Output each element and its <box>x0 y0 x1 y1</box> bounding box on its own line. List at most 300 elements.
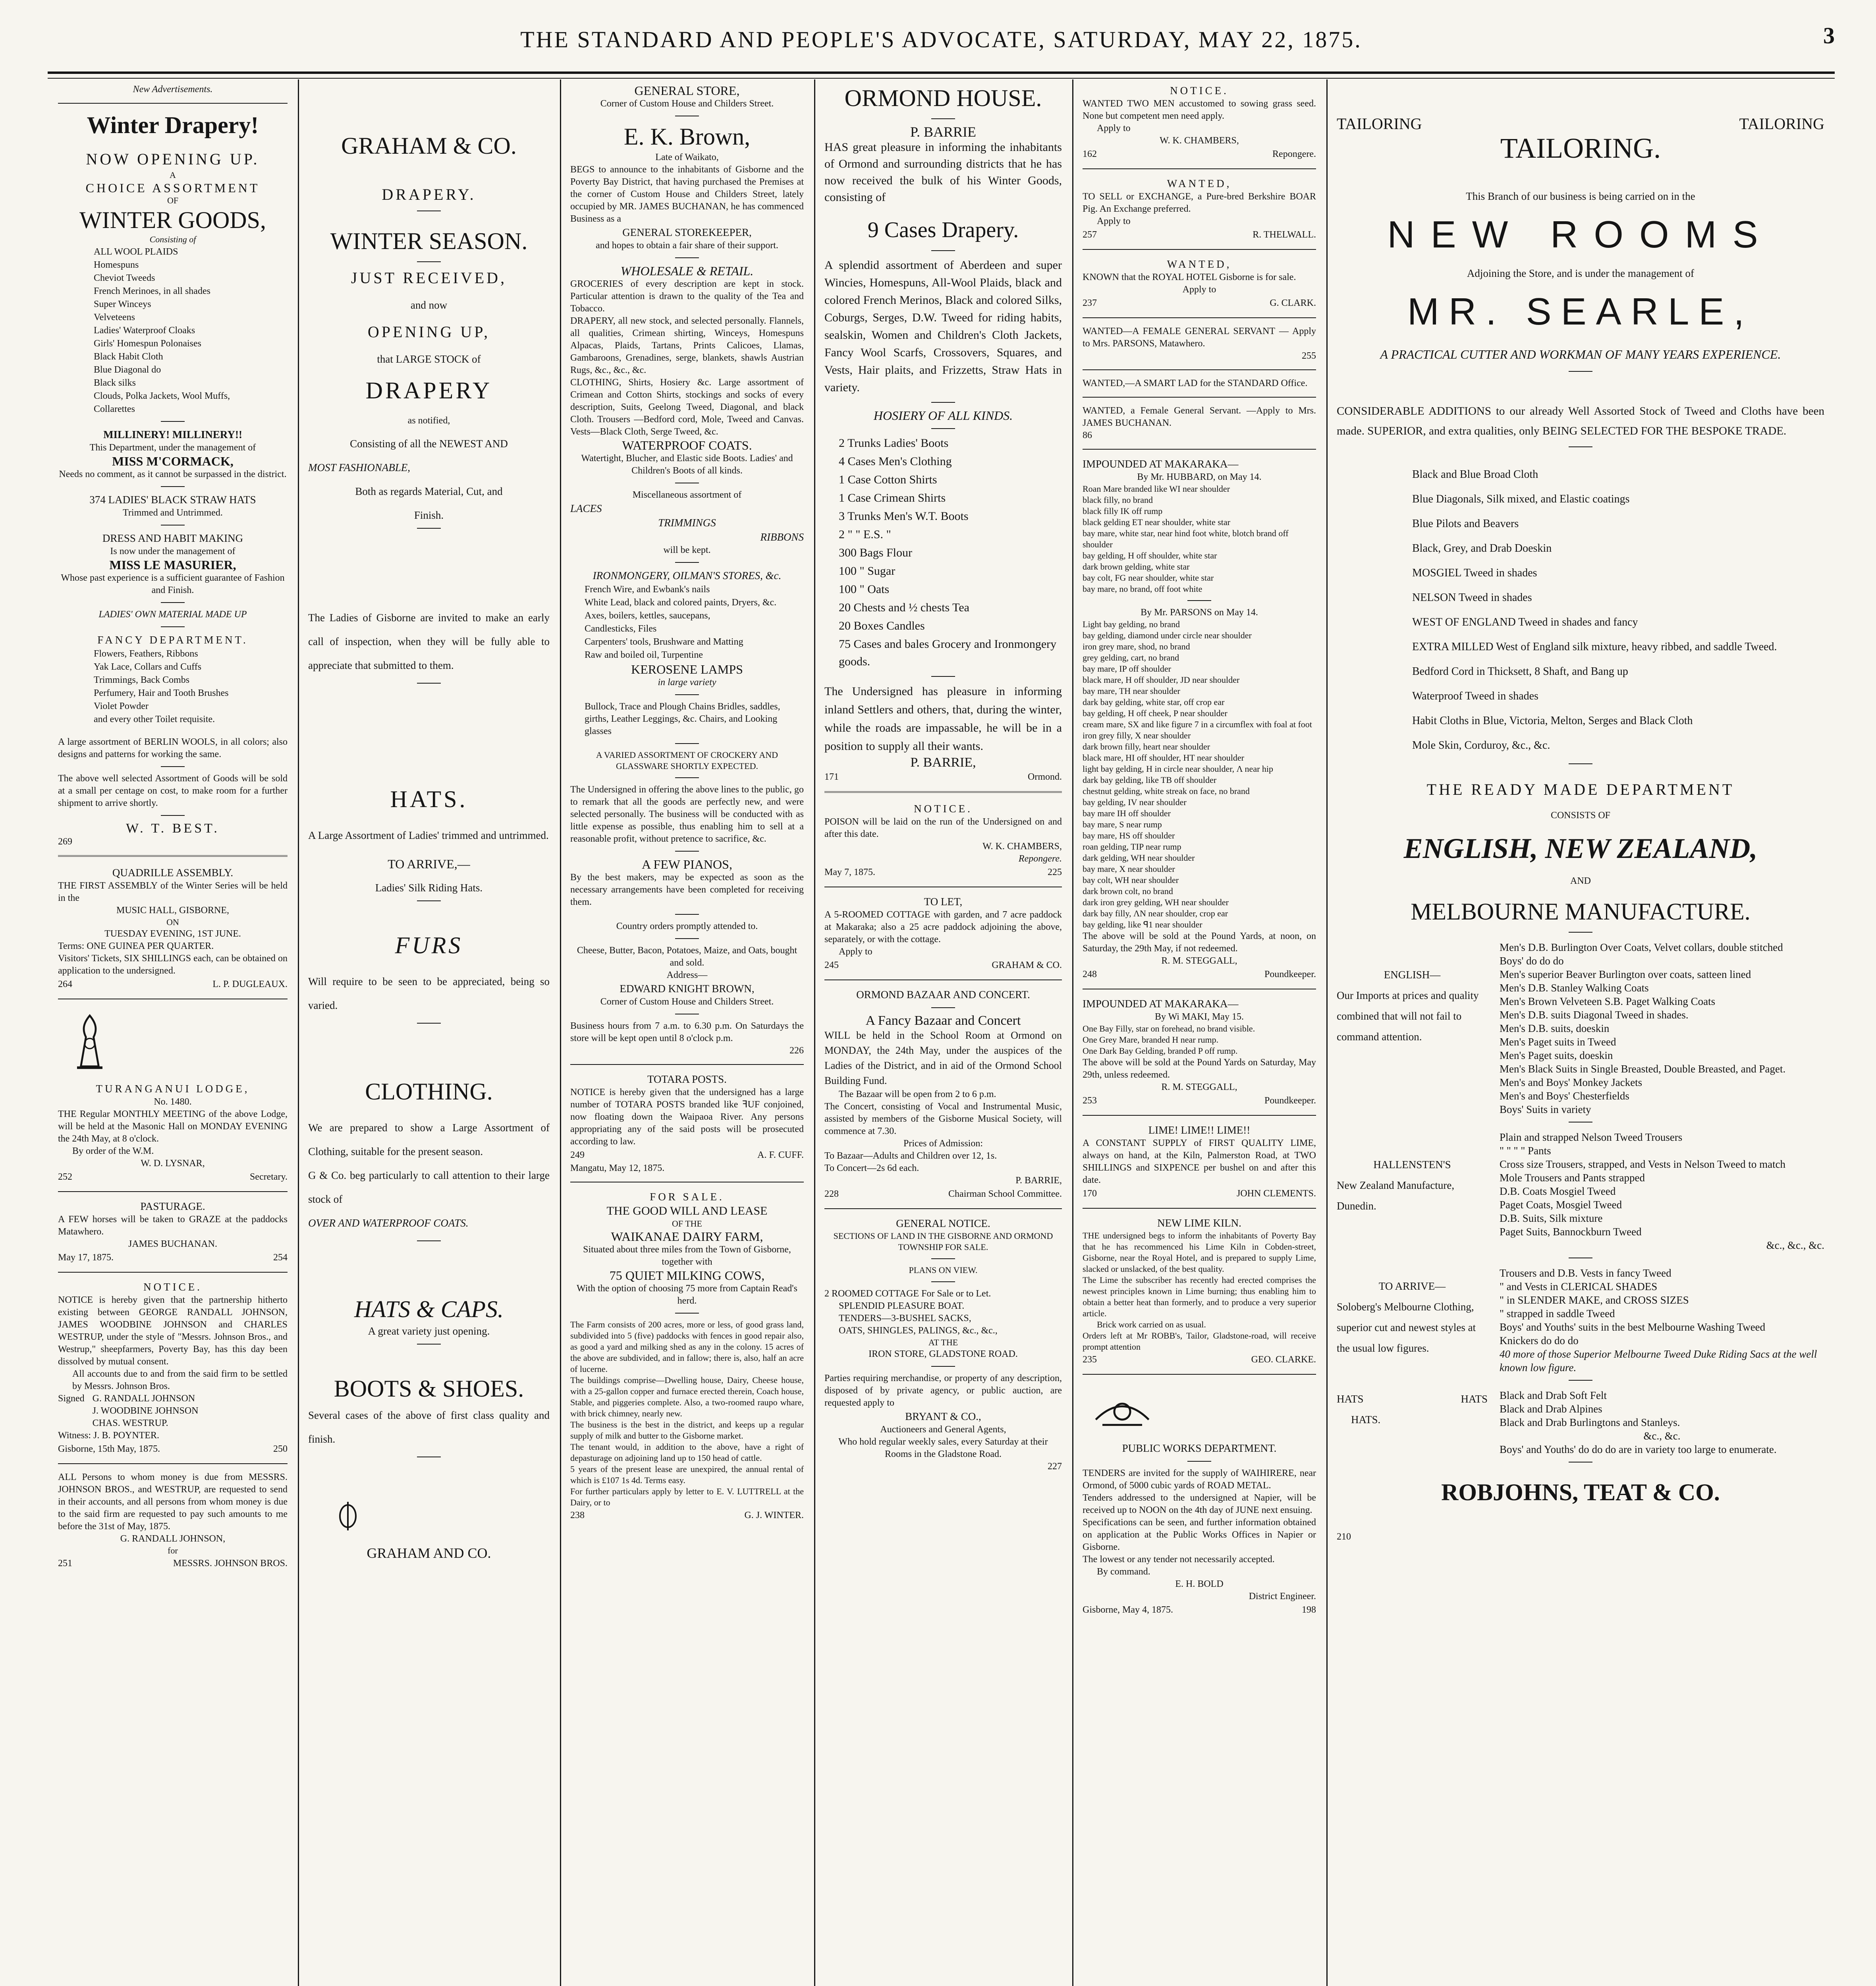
signatory: CHAS. WESTRUP. <box>92 1418 168 1428</box>
list-item: iron grey filly, X near shoulder <box>1083 730 1191 740</box>
signature-row <box>58 1250 288 1265</box>
list-item: French Wire, and Ewbank's nails <box>585 584 710 595</box>
furs-text: Will require to be seen to be appreciated, being so varied. <box>308 976 550 1011</box>
fancy-list <box>58 648 288 726</box>
chair-label: Chairman School Committee. <box>948 1189 1062 1199</box>
brick-text: Brick work carried on as usual. <box>1097 1319 1206 1329</box>
signature-row <box>824 1187 1062 1201</box>
graham-signature: GRAHAM AND CO. <box>367 1545 491 1561</box>
to-bazaar: To Bazaar—Adults and Children over 12, 1s. <box>824 1151 997 1161</box>
ad-number: 250 <box>273 1444 288 1454</box>
list-item: 300 Bags Flour <box>839 546 913 559</box>
list-item: 2 " " E.S. " <box>839 528 891 541</box>
list-item: and every other Toilet requisite. <box>94 714 215 724</box>
list-item: " and Vests in CLERICAL SHADES <box>1500 1281 1658 1292</box>
hats-heading: HATS. <box>390 786 468 812</box>
opening-up: OPENING UP, <box>367 323 490 341</box>
list-item: 20 Boxes Candles <box>839 619 925 632</box>
lodge-text: THE Regular MONTHLY MEETING of the above Lodge, will be held at the Masonic Hall on MONDAY EVENING the 24th May, at 8 o'clock. <box>58 1109 288 1144</box>
adjoining-text: Adjoining the Store, and is under the management of <box>1467 267 1695 279</box>
farm-text: The Farm consists of 200 acres, more or less, of good grass land, subdivided into 5 (five) paddocks with fences in good repair also, as good a yard and milking shed as any in the colony. 15 acres of the above are subdivided, and in fallow; there is, also, half an acre of lucerne. <box>570 1319 804 1374</box>
lime-heading: LIME! LIME!! LIME!! <box>1148 1124 1251 1136</box>
ladies-text: The Ladies of Gisborne are invited to make an early call of inspection, when they will be fully able to appreciate that submitted to them. <box>308 612 550 671</box>
searle-name: MR. SEARLE, <box>1407 290 1754 333</box>
list-item: Black and Drab Soft Felt <box>1500 1389 1607 1401</box>
list-item: Yak Lace, Collars and Cuffs <box>94 662 202 672</box>
list-item: dark bay gelding, like TB off shoulder <box>1083 775 1217 785</box>
column-5 <box>1072 83 1326 1986</box>
list-item: &c., &c., &c. <box>1766 1239 1824 1251</box>
list-item: Knickers do do do <box>1500 1335 1579 1347</box>
ad-number: 171 <box>824 772 839 782</box>
lime-text: A CONSTANT SUPPLY of FIRST QUALITY LIME, always on hand, at the Kiln, Palmerston Road, at TWO SHILLINGS and SIXPENCE per bushel on and after this date. <box>1083 1138 1316 1185</box>
pwd-heading: PUBLIC WORKS DEPARTMENT. <box>1122 1442 1277 1454</box>
misc-label: Miscellaneous assortment of <box>632 490 742 500</box>
graham-signature: GRAHAM & CO. <box>992 960 1062 970</box>
list-item: Trousers and D.B. Vests in fancy Tweed <box>1500 1267 1671 1279</box>
branch-text: This Branch of our business is being carried on in the <box>1466 190 1695 202</box>
drapery-text: DRAPERY, all new stock, and selected personally. Flannels, all qualities, Crimean shirting, Winceys, Homespuns Alpacas, Plaids, Tartans, Prints Calicoes, Llamas, Gambaroons, Grenadines, serge, blankets, shawls Austrian Rugs, &c., &c., &c. <box>570 316 804 375</box>
list-item: Axes, boilers, kettles, saucepans, <box>585 610 710 621</box>
brown-title: E. K. Brown, <box>623 124 751 150</box>
engineer-label: District Engineer. <box>1249 1591 1316 1602</box>
signature-row <box>1083 1186 1316 1201</box>
pianos-text: By the best makers, may be expected as soon as the necessary arrangements have been completed for receiving them. <box>570 872 804 907</box>
list-item: Blue Pilots and Beavers <box>1412 518 1519 530</box>
kerosene: KEROSENE LAMPS <box>631 662 743 676</box>
list-item: " " " " Pants <box>1500 1145 1551 1157</box>
hallenstein-label: HALLENSTEN'S <box>1373 1159 1451 1171</box>
english-list <box>1500 941 1824 1116</box>
list-item: bay gelding, like ꟼ1 near shoulder <box>1083 920 1202 929</box>
finish-text: Finish. <box>414 509 444 521</box>
signed-block <box>58 1393 288 1430</box>
ad-number: 237 <box>1083 298 1097 308</box>
fashionable: MOST FASHIONABLE, <box>308 462 411 473</box>
above-text: The above well selected Assortment of Goods will be sold at a small per centage on cost, to make room for a further shipment to arrive shortly. <box>58 773 288 808</box>
all-persons-text: ALL Persons to whom money is due from MESSRS. JOHNSON BROS., and WESTRUP, are requested to send in their accounts, and all persons from whom money is due to the said firm are requested to pay such amounts to me before the 31st of May, 1875. <box>58 1472 288 1532</box>
lysnar-name: W. D. LYSNAR, <box>141 1158 205 1169</box>
barrie-name: P. BARRIE <box>910 124 977 140</box>
signatory: J. WOODBINE JOHNSON <box>92 1406 199 1416</box>
kiln-text: THE undersigned begs to inform the inhabitants of Poverty Bay that he has recommenced his Lime Kiln in Cobden-street, Gisborne, near the Royal Hotel, and is prepared to supply Lime, slacked or unslacked, of the best quality. <box>1083 1231 1316 1274</box>
ad-number: 253 <box>1083 1095 1097 1106</box>
new-ads-header: New Advertisements. <box>133 84 213 95</box>
list-item: Blue Diagonals, Silk mixed, and Elastic coatings <box>1412 493 1630 505</box>
list-item: " in SLENDER MAKE, and CROSS SIZES <box>1500 1294 1689 1306</box>
list-item: Men's D.B. suits, doeskin <box>1500 1022 1610 1034</box>
sold-text: The above will be sold at the Pound Yards, at noon, on Saturday, the 29th May, if not redeemed. <box>1083 931 1316 954</box>
thelwall-signature: R. THELWALL. <box>1253 230 1316 240</box>
buchanan-text: WANTED, a Female General Servant. —Apply to Mrs. JAMES BUCHANAN. <box>1083 406 1316 428</box>
hotel-text: KNOWN that the ROYAL HOTEL Gisborne is for sale. <box>1083 272 1296 282</box>
list-item: Waterproof Tweed in shades <box>1412 690 1538 702</box>
millinery-heading: MILLINERY! MILLINERY!! <box>103 429 242 440</box>
straw-sub: Trimmed and Untrimmed. <box>123 508 223 518</box>
english-section <box>1337 941 1824 1116</box>
hosiery-heading: HOSIERY OF ALL KINDS. <box>873 408 1013 423</box>
poundkeeper: Poundkeeper. <box>1264 969 1316 979</box>
list-item: Black and Drab Burlingtons and Stanleys. <box>1500 1416 1680 1428</box>
signatory: G. RANDALL JOHNSON <box>92 1393 195 1404</box>
address-label: Address— <box>666 970 708 980</box>
apply-to: Apply to <box>1097 123 1131 133</box>
list-item: Black and Blue Broad Cloth <box>1412 468 1538 481</box>
ad-number: 170 <box>1083 1188 1097 1199</box>
notice-heading: NOTICE. <box>143 1281 202 1293</box>
hubbard-label: By Mr. HUBBARD, on May 14. <box>1137 472 1262 482</box>
list-item: bay gelding, IV near shoulder <box>1083 797 1187 807</box>
date: May 7, 1875. <box>824 867 875 877</box>
to-let-text: A 5-ROOMED COTTAGE with garden, and 7 acre paddock at Makaraka; also a 25 acre paddock adjoining the above, separately, or with the cottage. <box>824 910 1062 945</box>
column-3 <box>560 83 814 1986</box>
list-item: 4 Cases Men's Clothing <box>839 455 952 468</box>
list-item: Mole Skin, Corduroy, &c., &c. <box>1412 739 1550 752</box>
list-item: Trimmings, Back Combs <box>94 675 190 685</box>
signature-row <box>58 977 288 991</box>
visitors: Visitors' Tickets, SIX SHILLINGS each, can be obtained on application to the undersigned. <box>58 953 288 976</box>
on-label: ON <box>166 917 179 927</box>
hats-side-label: HATS. <box>1351 1414 1381 1426</box>
a-label: A <box>170 170 176 180</box>
list-item: Homespuns <box>94 260 139 270</box>
and-label: AND <box>1570 876 1591 886</box>
list-item: Violet Powder <box>94 701 149 711</box>
ad-number: 245 <box>824 960 839 970</box>
apply-to: Apply to <box>1182 284 1216 295</box>
arrive-side-text: Soloberg's Melbourne Clothing, superior cut and newest styles at the usual low figures. <box>1337 1301 1476 1354</box>
list-item: dark iron grey gelding, WH near shoulder <box>1083 897 1229 907</box>
list-item: 2 Trunks Ladies' Boots <box>839 437 949 450</box>
dugleaux-signature: L. P. DUGLEAUX. <box>212 979 288 989</box>
additions-text: CONSIDERABLE ADDITIONS to our already Well Assorted Stock of Tweed and Cloths have been made. SUPERIOR, and extra qualities, only BEING SELECTED FOR THE BESPOKE TRADE. <box>1337 405 1824 437</box>
will-be-text: WILL be held in the School Room at Ormond on MONDAY, the 24th May, under the auspices of the Ladies of the District, and in aid of the Ormond School Building Fund. <box>824 1030 1062 1086</box>
wholesale-heading: WHOLESALE & RETAIL. <box>620 264 754 278</box>
lodge-number: No. 1480. <box>154 1097 192 1107</box>
millinery-text: This Department, under the management of <box>89 442 256 453</box>
both-text: Both as regards Material, Cut, and <box>355 485 503 497</box>
column-6 <box>1326 83 1835 1986</box>
kiln-heading: NEW LIME KILN. <box>1157 1217 1241 1229</box>
to-arrive: TO ARRIVE,— <box>388 857 470 871</box>
list-item: bay mare, TH near shoulder <box>1083 686 1180 696</box>
ad-number: 227 <box>1048 1461 1062 1472</box>
business-text: The business is the best in the district, and keeps up a regular supply of milk and butter to the Gisborne market. <box>570 1420 804 1441</box>
list-item: French Merinoes, in all shades <box>94 286 210 296</box>
begs-text: BEGS to announce to the inhabitants of Gisborne and the Poverty Bay District, that having purchased the Premises at the corner of Custom House and Childers Street, lately occupied by MR. JAMES BUCHANAN, he has commenced Business as a <box>570 164 804 224</box>
crockery-text: A VARIED ASSORTMENT OF CROCKERY AND GLASSWARE SHORTLY EXPECTED. <box>596 750 778 771</box>
list-item: Bedford Cord in Thicksett, 8 Shaft, and Bang up <box>1412 665 1628 678</box>
list-item: dark brown colt, no brand <box>1083 886 1173 896</box>
riding-hats: Ladies' Silk Riding Hats. <box>375 882 483 894</box>
late-of: Late of Waikato, <box>655 152 719 162</box>
poison-text: POISON will be laid on the run of the Undersigned on and after this date. <box>824 817 1062 839</box>
ad-number: 251 <box>58 1558 72 1569</box>
sections: SECTIONS OF LAND IN THE GISBORNE AND ORMOND TOWNSHIP FOR SALE. <box>833 1231 1053 1252</box>
own-material: LADIES' OWN MATERIAL MADE UP <box>98 609 247 620</box>
now-opening: NOW OPENING UP. <box>86 150 260 168</box>
list-item: bay mare, S near rump <box>1083 819 1162 829</box>
winter-signature: G. J. WINTER. <box>744 1510 804 1520</box>
list-item: 20 Chests and ½ chests Tea <box>839 601 969 614</box>
ad-number: 210 <box>1337 1532 1351 1542</box>
list-item: MOSGIEL Tweed in shades <box>1412 567 1537 579</box>
to-let-heading: TO LET, <box>924 896 963 908</box>
list-item: Velveteens <box>94 312 135 323</box>
clements-signature: JOHN CLEMENTS. <box>1236 1188 1316 1199</box>
signature-row <box>570 1148 804 1162</box>
hubbard-list <box>1083 483 1316 595</box>
tenders-text-2: Tenders addressed to the undersigned at Napier, will be received up to NOON on the 4th day of JUNE next ensuing. <box>1083 1493 1316 1515</box>
list-item: Perfumery, Hair and Tooth Brushes <box>94 688 229 698</box>
signed-label: Signed <box>58 1393 85 1404</box>
watertight-text: Watertight, Blucher, and Elastic side Boots. Ladies' and Children's Boots of all kinds. <box>581 453 793 476</box>
list-item: 1 Case Crimean Shirts <box>839 491 946 504</box>
list-item: Men's Black Suits in Single Breasted, Double Breasted, and Paget. <box>1500 1063 1786 1075</box>
list-item: bay mare, no brand, off foot white <box>1083 584 1202 594</box>
ekb-name: EDWARD KNIGHT BROWN, <box>620 983 755 995</box>
list-item: Men's and Boys' Monkey Jackets <box>1500 1076 1642 1088</box>
laces: LACES <box>570 502 602 514</box>
page-number: 3 <box>1823 23 1835 48</box>
stock-list <box>824 435 1062 670</box>
concert-text: The Concert, consisting of Vocal and Instrumental Music, assisted by members of the Gisborne Musical Society, will commence at 7.30. <box>824 1101 1062 1136</box>
english-side <box>1337 941 1488 1116</box>
bold-signature: E. H. BOLD <box>1175 1579 1224 1589</box>
for-label: for <box>168 1546 178 1555</box>
cloths-list <box>1337 462 1824 758</box>
list-item: Paget Suits, Bannockburn Tweed <box>1500 1226 1642 1238</box>
list-item: Black Habit Cloth <box>94 352 163 362</box>
ad-number: 269 <box>58 837 72 847</box>
signature-row <box>1083 967 1316 981</box>
orders-text: Orders left at Mr ROBB's, Tailor, Gladstone-road, will receive prompt attention <box>1083 1331 1316 1352</box>
list-item: One Dark Bay Gelding, branded P off rump. <box>1083 1046 1238 1056</box>
signature-row <box>1083 1352 1316 1367</box>
royal-crest-icon <box>1083 1386 1162 1433</box>
large-variety: in large variety <box>658 677 716 688</box>
list-item: black gelding ET near shoulder, white star <box>1083 517 1230 527</box>
lad-text: WANTED,—A SMART LAD for the STANDARD Office. <box>1083 378 1308 388</box>
list-item: Cheviot Tweeds <box>94 273 155 283</box>
prices: Prices of Admission: <box>903 1138 983 1149</box>
list-item: Men's D.B. Stanley Walking Coats <box>1500 982 1649 994</box>
masurier-name: MISS LE MASURIER, <box>109 558 236 572</box>
oats: OATS, SHINGLES, PALINGS, &c., &c., <box>839 1325 998 1336</box>
robjohns-signature: ROBJOHNS, TEAT & CO. <box>1441 1479 1720 1505</box>
list-item: bay mare, HS off shoulder <box>1083 831 1175 840</box>
weekly-text: Who hold regular weekly sales, every Saturday at their Rooms in the Gladstone Road. <box>838 1437 1048 1459</box>
boots-heading: BOOTS & SHOES. <box>334 1376 524 1402</box>
groceries: GROCERIES of every description are kept in stock. Particular attention is drawn to the quality of the Tea and Tobacco. <box>570 279 804 314</box>
list-item: bay mare, X near shoulder <box>1083 864 1175 874</box>
ribbons: RIBBONS <box>760 531 804 543</box>
ormond-house-title: ORMOND HOUSE. <box>844 85 1042 111</box>
hallenstein-side <box>1337 1130 1488 1252</box>
waikanae: WAIKANAE DAIRY FARM, <box>611 1229 763 1244</box>
list-item: dark bay gelding, white star, off crop ear <box>1083 697 1225 707</box>
date: Mangatu, May 12, 1875. <box>570 1163 665 1173</box>
list-item: chestnut gelding, white streak on face, no brand <box>1083 786 1250 796</box>
ekb-corner: Corner of Custom House and Childers Street. <box>600 997 774 1007</box>
winter-season: WINTER SEASON. <box>330 228 528 254</box>
list-item: Boys' and Youths' do do do are in variety too large to enumerate. <box>1500 1443 1777 1455</box>
ormond-label: Ormond. <box>1028 772 1062 782</box>
iron-store: IRON STORE, GLADSTONE ROAD. <box>869 1349 1018 1359</box>
winter-drapery-title: Winter Drapery! <box>87 112 259 138</box>
quadrille-heading: QUADRILLE ASSEMBLY. <box>112 867 234 879</box>
list-item: bay colt, WH near shoulder <box>1083 875 1179 885</box>
list-item: bay gelding, diamond under circle near shoulder <box>1083 630 1252 640</box>
hours-text: Business hours from 7 a.m. to 6.30 p.m. On Saturdays the store will be kept open until 8 o'clock p.m. <box>570 1021 804 1043</box>
tailoring-row <box>1337 117 1824 131</box>
list-item: bay colt, FG near shoulder, white star <box>1083 573 1214 583</box>
lodge-order: By order of the W.M. <box>72 1146 154 1156</box>
signature-row <box>824 865 1062 879</box>
date: May 17, 1875. <box>58 1252 114 1263</box>
masthead <box>48 14 1835 66</box>
jb-signature: MESSRS. JOHNSON BROS. <box>173 1558 288 1569</box>
english-nz: ENGLISH, NEW ZEALAND, <box>1403 833 1758 864</box>
list-item: cream mare, SX and like figure 7 in a circumflex with foal at foot <box>1083 719 1312 729</box>
list-item: Plain and strapped Nelson Tweed Trousers <box>1500 1131 1683 1143</box>
date: Gisborne, May 4, 1875. <box>1083 1605 1173 1615</box>
clark-signature: G. CLARK. <box>1270 298 1316 308</box>
situated: Situated about three miles from the Town of Gisborne, together with <box>583 1244 791 1267</box>
undersigned-text: The Undersigned has pleasure in informing inland Settlers and others, that, during the winter, while the roads are impassable, he will be in a position to supply all their wants. <box>824 685 1062 753</box>
signature-row <box>1083 228 1316 242</box>
pasturage-heading: PASTURAGE. <box>140 1200 205 1212</box>
notice-text: NOTICE is hereby given that the partnership hitherto existing between GEORGE RANDALL JOHNSON, JAMES WOODBINE JOHNSON and CHARLES WESTRUP, under the style of "Messrs. Johnson Bros., and Westrup," sheepfarmers, Poverty Bay, has this day been dissolved by mutual consent. <box>58 1295 288 1367</box>
list-item: black mare, H off shoulder, JD near shoulder <box>1083 675 1240 685</box>
bazaar-heading: ORMOND BAZAAR AND CONCERT. <box>856 989 1030 1001</box>
list-item: Candlesticks, Files <box>585 624 657 634</box>
choice-assortment: CHOICE ASSORTMENT <box>85 181 260 195</box>
sold-text: The above will be sold at the Pound Yards on Saturday, May 29th, unless redeemed. <box>1083 1057 1316 1080</box>
country-orders: Country orders promptly attended to. <box>616 921 758 931</box>
signature-row <box>824 958 1062 972</box>
apply-to: Apply to <box>839 947 872 957</box>
date: Gisborne, 15th May, 1875. <box>58 1444 160 1454</box>
bullock-text: Bullock, Trace and Plough Chains Bridles, saddles, girths, Leather Leggings, &c. Chairs, and Looking glasses <box>585 701 780 736</box>
to-concert: To Concert—2s 6d each. <box>824 1163 919 1173</box>
list-item: Clouds, Polka Jackets, Wool Muffs, <box>94 391 230 401</box>
straw-hats: 374 LADIES' BLACK STRAW HATS <box>89 494 256 506</box>
tailoring-right: TAILORING <box>1739 115 1824 133</box>
list-item: roan gelding, TIP near rump <box>1083 842 1181 852</box>
list-item: Habit Cloths in Blue, Victoria, Melton, Serges and Black Cloth <box>1412 715 1693 727</box>
ad-number: 257 <box>1083 230 1097 240</box>
list-item: bay gelding, H off cheek, P near shoulder <box>1083 708 1228 718</box>
tailoring-title: TAILORING. <box>1500 132 1661 164</box>
cuff-signature: A. F. CUFF. <box>757 1150 804 1160</box>
list-item: One Bay Filly, star on forehead, no brand visible. <box>1083 1024 1255 1034</box>
open-text: The Bazaar will be open from 2 to 6 p.m. <box>839 1089 996 1099</box>
list-item: Men's Paget suits, doeskin <box>1500 1049 1613 1061</box>
list-item: 40 more of those Superior Melbourne Tweed Duke Riding Sacs at the well known low figure. <box>1500 1348 1817 1374</box>
list-item: One Grey Mare, branded H near rump. <box>1083 1035 1219 1045</box>
list-item: " strapped in saddle Tweed <box>1500 1308 1615 1319</box>
list-item: bay mare IH off shoulder <box>1083 808 1171 818</box>
further-text: For further particulars apply by letter to E. V. LUTTRELL at the Dairy, or to <box>570 1486 804 1507</box>
tenant-text: The tenant would, in addition to the above, have a right of depasturage on adjoining land up to 150 head of cattle. <box>570 1442 804 1463</box>
chambers-signature: W. K. CHAMBERS, <box>982 841 1062 852</box>
will-be-kept: will be kept. <box>663 545 711 555</box>
auctioneers: Auctioneers and General Agents, <box>880 1424 1006 1435</box>
masthead-rule <box>48 71 1835 79</box>
list-item: Super Winceys <box>94 299 151 309</box>
bryant-name: BRYANT & CO., <box>905 1410 981 1422</box>
of-the: OF THE <box>672 1219 702 1229</box>
signature-row <box>824 770 1062 784</box>
storekeeper: GENERAL STOREKEEPER, <box>622 226 752 238</box>
fancy-bazaar: A Fancy Bazaar and Concert <box>865 1013 1021 1028</box>
graham-title: GRAHAM & CO. <box>341 133 517 159</box>
steggall-signature: R. M. STEGGALL, <box>1161 956 1237 966</box>
pianos-heading: A FEW PIANOS, <box>642 857 732 871</box>
hats-section <box>1337 1389 1824 1456</box>
ad-number: 252 <box>58 1172 72 1182</box>
list-item: Mole Trousers and Pants strapped <box>1500 1172 1645 1184</box>
arrive-label: TO ARRIVE— <box>1378 1280 1446 1292</box>
list-item: dark brown gelding, white star <box>1083 562 1190 572</box>
hats-right: HATS <box>1461 1393 1488 1405</box>
practical-text: A PRACTICAL CUTTER AND WORKMAN OF MANY YEARS EXPERIENCE. <box>1380 347 1781 361</box>
english-side-text: Our Imports at prices and quality combined that will not fail to command attention. <box>1337 989 1479 1043</box>
list-item: White Lead, black and colored paints, Dryers, &c. <box>585 597 777 608</box>
notice-text-2: All accounts due to and from the said firm to be settled by Messrs. Johnson Bros. <box>72 1369 288 1391</box>
ad-number: 162 <box>1083 149 1097 159</box>
list-item: Blue Diagonal do <box>94 365 161 375</box>
of-label: OF <box>167 195 179 205</box>
arrive-section <box>1337 1266 1824 1374</box>
ad-number: 238 <box>570 1510 585 1520</box>
repongere: Repongere. <box>1272 149 1316 159</box>
new-rooms: NEW ROOMS <box>1387 213 1774 256</box>
hats-caps-heading: HATS & CAPS. <box>354 1296 504 1322</box>
list-item: Raw and boiled oil, Turpentine <box>585 650 703 660</box>
wanted-heading: WANTED, <box>1167 258 1232 270</box>
witness: Witness: J. B. POYNTER. <box>58 1430 160 1441</box>
for-sale-heading: FOR SALE. <box>650 1191 724 1203</box>
buchanan-signature: JAMES BUCHANAN. <box>128 1239 218 1249</box>
list-item: NELSON Tweed in shades <box>1412 591 1532 604</box>
hallenstein-side-text: New Zealand Manufacture, Dunedin. <box>1337 1179 1455 1212</box>
masurier-text: Whose past experience is a sufficient guarantee of Fashion and Finish. <box>61 573 285 595</box>
by-command: By command. <box>1097 1567 1150 1577</box>
waterproof-heading: WATERPROOF COATS. <box>622 438 752 452</box>
dress-heading: DRESS AND HABIT MAKING <box>102 532 243 544</box>
list-item: Light bay gelding, no brand <box>1083 619 1180 629</box>
list-item: WEST OF ENGLAND Tweed in shades and fancy <box>1412 616 1638 628</box>
column-1 <box>48 83 298 1986</box>
signature-row <box>1083 296 1316 310</box>
quadrille-text: THE FIRST ASSEMBLY of the Winter Series will be held in the <box>58 881 288 903</box>
mccormack-text: Needs no comment, as it cannot be surpassed in the district. <box>59 469 287 479</box>
general-store: GENERAL STORE, <box>634 83 740 98</box>
list-item: Ladies' Waterproof Cloaks <box>94 325 195 336</box>
list-item: black mare, HI off shoulder, HT near shoulder <box>1083 753 1245 763</box>
consists-of: CONSISTS OF <box>1550 810 1611 821</box>
notice-heading: NOTICE. <box>914 803 973 815</box>
boar-text: TO SELL or EXCHANGE, a Pure-bred Berkshire BOAR Pig. An Exchange preferred. <box>1083 191 1316 214</box>
ready-made-heading: THE READY MADE DEPARTMENT <box>1426 780 1735 798</box>
ad-number: 248 <box>1083 969 1097 979</box>
signature-row <box>58 1170 288 1184</box>
list-item: Boys' do do do <box>1500 955 1564 967</box>
list-item: dark bay filly, ΛN near shoulder, crop ear <box>1083 908 1228 918</box>
list-item: Men's Brown Velveteen S.B. Paget Walking Coats <box>1500 995 1716 1007</box>
